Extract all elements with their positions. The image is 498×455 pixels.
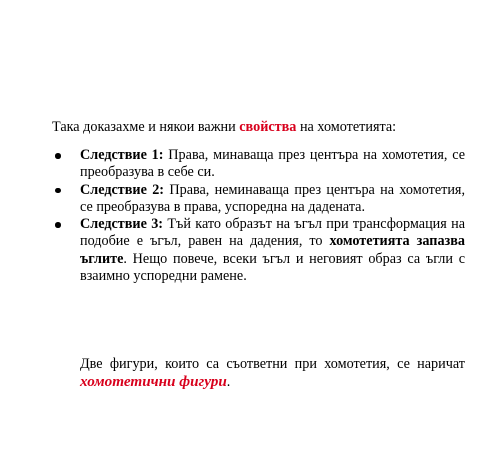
corollary-1-title: Следствие 1: bbox=[80, 147, 164, 163]
intro-text-before: Така доказахме и някои важни bbox=[52, 119, 240, 135]
closing-text-after: . bbox=[226, 374, 231, 391]
intro-paragraph bbox=[52, 119, 472, 136]
corollary-3-bold-text: хомотетията запазва ъглите bbox=[80, 233, 465, 267]
closing-text-before: Две фигури, които са съответни при хомотетия, се наричат bbox=[80, 356, 465, 372]
closing-term-homothetic-figures: хомотетични фигури bbox=[80, 373, 227, 391]
corollary-1-text: Права, минаваща през центъра на хомотетия, се преобразува в себе си. bbox=[80, 147, 466, 181]
intro-highlight-properties: свойства bbox=[239, 119, 297, 135]
corollary-3-text-before: Тъй като образът на ъгъл при трансформация на подобие е ъгъл, равен на дадения, то bbox=[80, 216, 465, 250]
corollary-2-text: Права, неминаваща през центъра на хомотетия, се преобразува в права, успоредна на дадената. bbox=[80, 181, 465, 215]
closing-paragraph bbox=[80, 356, 465, 392]
corollary-list bbox=[55, 147, 465, 285]
corollary-3-text-after: . Нещо повече, всеки ъгъл и неговият образ са ъгли с взаимно успоредни рамене. bbox=[80, 250, 465, 285]
bullet-icon bbox=[55, 188, 61, 194]
corollary-item-1 bbox=[55, 147, 465, 182]
bullet-icon bbox=[55, 153, 61, 159]
corollary-item-2 bbox=[55, 182, 465, 217]
corollary-2-title: Следствие 2: bbox=[80, 181, 165, 198]
corollary-item-3 bbox=[55, 216, 465, 285]
corollary-3-title: Следствие 3: bbox=[80, 216, 164, 233]
intro-text-after: на хомотетията: bbox=[296, 119, 397, 135]
bullet-icon bbox=[55, 222, 61, 228]
